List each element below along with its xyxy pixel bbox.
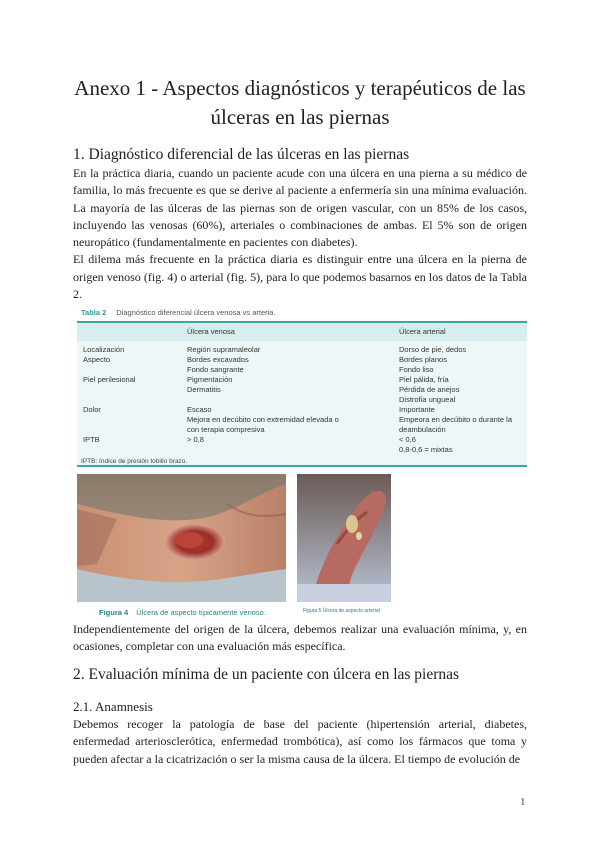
table-header-venosa: Úlcera venosa xyxy=(187,327,235,336)
table-header-row xyxy=(77,323,527,341)
figure-4-photo xyxy=(77,474,286,602)
section2-1-heading: 2.1. Anamnesis xyxy=(73,699,153,714)
page-title: Anexo 1 - Aspectos diagnósticos y terapéuticos de las úlceras en las piernas xyxy=(74,76,526,129)
page-number: 1 xyxy=(520,796,526,808)
arterial-ulcer-image xyxy=(297,474,391,602)
figure-5-text: Úlcera de aspecto arterial xyxy=(322,608,380,614)
figure-5-label: Figura 5 xyxy=(303,608,322,614)
table-caption xyxy=(77,305,527,319)
table-col-criterio: Localización Aspecto Piel perilesional Dolor IPTB xyxy=(83,345,136,444)
venous-ulcer-image xyxy=(77,474,286,602)
figure-5-photo xyxy=(297,474,391,602)
table-header-arterial: Úlcera arterial xyxy=(399,327,446,336)
table-note: IPTB: índice de presión tobillo brazo. xyxy=(81,458,188,465)
table-grid xyxy=(77,321,527,467)
table-body xyxy=(77,341,527,465)
table-title: Diagnóstico diferencial úlcera venosa vs arteria. xyxy=(116,307,276,317)
section2-heading: 2. Evaluación mínima de un paciente con úlcera en las piernas xyxy=(73,666,460,683)
figure-5-caption xyxy=(303,608,380,614)
section1-body xyxy=(73,165,527,303)
table-col-arterial: Dorso de pie, dedos Bordes planos Fondo liso Piel pálida, fría Pérdida de anejos Distrofia ungueal Importante Empeora en decúbito o durante la deambulación < 0,6 0,8-0,6 = mixtas xyxy=(399,345,512,454)
table-number: Tabla 2 xyxy=(81,307,107,317)
figure-4-caption xyxy=(99,608,266,617)
section1-heading: 1. Diagnóstico diferencial de las úlceras en las piernas xyxy=(73,146,410,163)
figure-4-label: Figura 4 xyxy=(99,608,129,617)
section1-paragraph-1: En la práctica diaria, cuando un paciente acude con una úlcera en una pierna a su médico de familia, lo más frecuente es que se derive al paciente a enfermería sin una mínima evaluación. La mayoría de las úlceras de las piernas son de origen vascular, con un 85% de los casos, incluyendo las venosas (60%), arteriales o combinaciones de ambas. El 5% son de origen neuropático (fundamentalmente en pacientes con diabetes). xyxy=(73,166,527,250)
section2-paragraph-1: Debemos recoger la patología de base del paciente (hipertensión arterial, diabetes, enfermedad arteriosclerótica, enfermedad trombótica), así como los fármacos que toma y pueden afectar a la cicatrización o ser la misma causa de la úlcera. El tiempo de evolución de xyxy=(73,717,527,766)
section1-paragraph-2: El dilema más frecuente en la práctica diaria es distinguir entre una úlcera en la pierna de origen venoso (fig. 4) o arterial (fig. 5), para lo que podemos basarnos en los datos de la Tabla 2. xyxy=(73,252,527,302)
table-col-venosa: Región supramaleolar Bordes excavados Fondo sangrante Pigmentación Dermatitis Escaso Mejora en decúbito con extremidad elevada o con terapia compresiva > 0,8 xyxy=(187,345,339,444)
table-2 xyxy=(77,305,527,467)
figure-4-text: Úlcera de aspecto típicamente venoso. xyxy=(136,608,266,617)
section1-paragraph-3: Independientemente del origen de la úlcera, debemos realizar una evaluación mínima, y, en ocasiones, completar con una evaluación más específica. xyxy=(73,622,527,654)
